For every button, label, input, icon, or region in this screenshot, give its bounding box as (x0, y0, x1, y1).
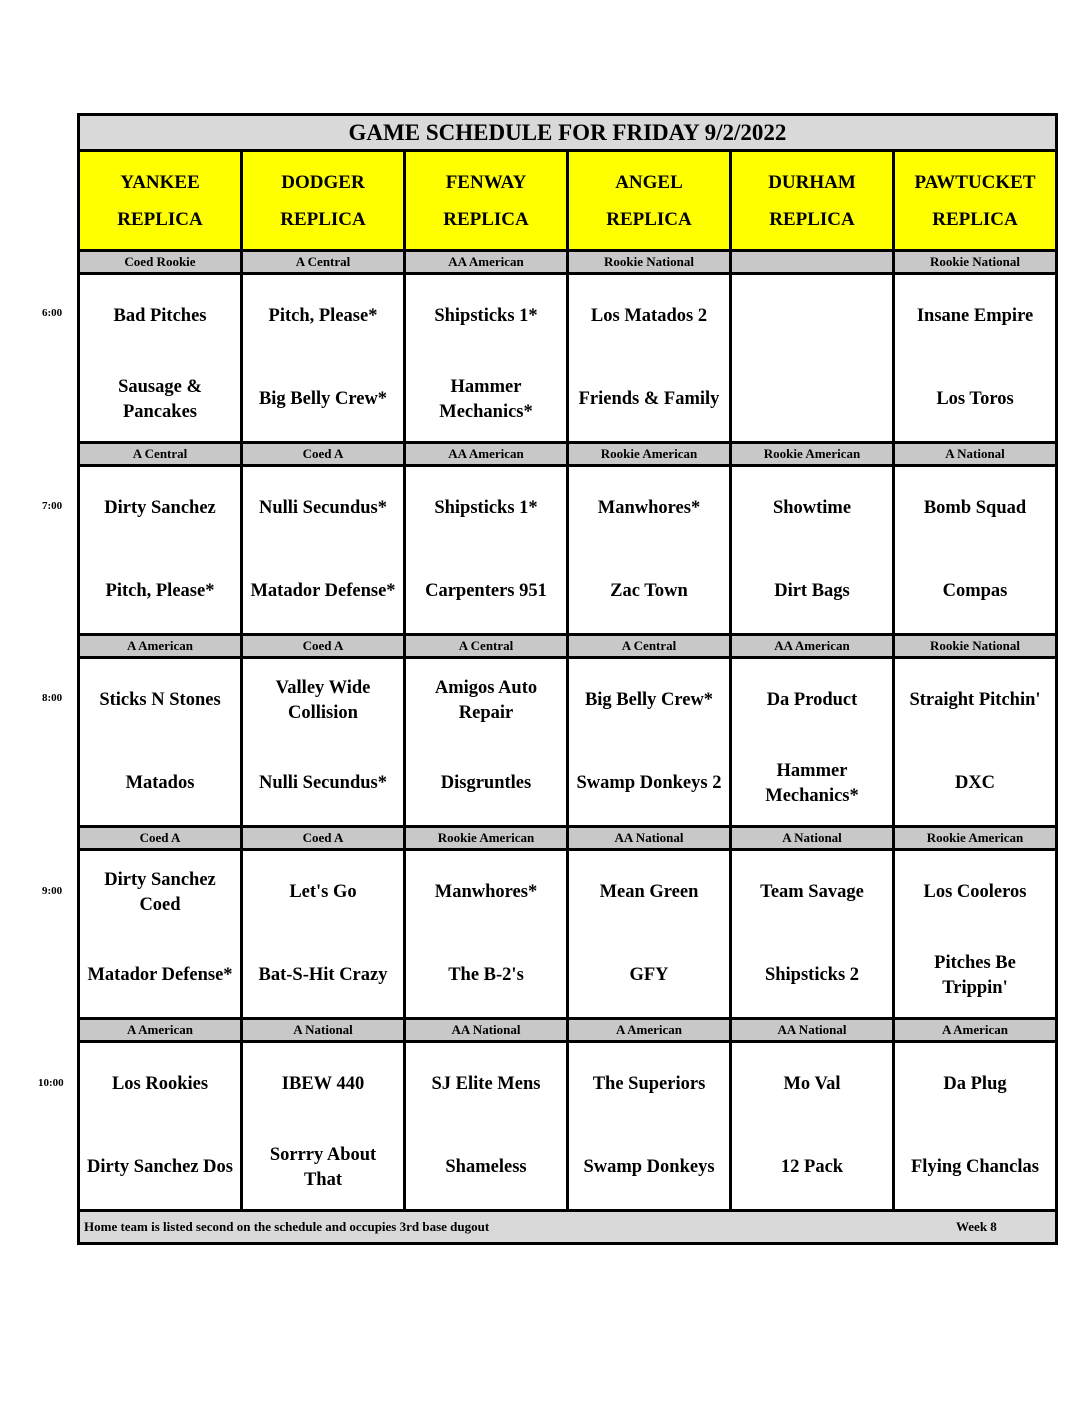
away-team: Valley Wide Collision (275, 677, 371, 723)
division-label: AA American (406, 444, 569, 464)
division-row (80, 828, 1055, 851)
away-team: Manwhores* (434, 882, 538, 902)
field-sub: REPLICA (769, 208, 855, 230)
game-cell (895, 659, 1055, 825)
game-row (80, 659, 1055, 828)
division-label: Coed A (243, 636, 406, 656)
away-team: Dirty Sanchez (104, 498, 216, 518)
division-label: AA National (406, 1020, 569, 1040)
away-team: Mo Val (783, 1074, 841, 1094)
game-cell (406, 275, 569, 441)
division-label: A Central (406, 636, 569, 656)
division-label: AA National (569, 828, 732, 848)
away-team: Insane Empire (916, 306, 1034, 326)
away-team: Bomb Squad (923, 498, 1027, 518)
game-cell (895, 467, 1055, 633)
away-team: SJ Elite Mens (431, 1074, 541, 1094)
home-team: Hammer Mechanics* (439, 376, 533, 422)
home-team: DXC (954, 773, 996, 793)
game-cell (80, 851, 243, 1017)
away-team: Shipsticks 1* (434, 306, 538, 326)
division-label: A Central (80, 444, 243, 464)
away-team: IBEW 440 (281, 1074, 365, 1094)
home-team: Pitches Be Trippin' (934, 952, 1016, 998)
away-team (732, 275, 892, 358)
away-team: Showtime (772, 498, 852, 518)
division-label: A Central (243, 252, 406, 272)
field-header-dodger (243, 152, 406, 249)
home-team: Zac Town (610, 581, 688, 601)
division-label: Rookie National (569, 252, 732, 272)
field-header-angel (569, 152, 732, 249)
time-label: 10:00 (38, 1077, 64, 1089)
away-team: Pitch, Please* (268, 306, 378, 326)
game-cell (243, 851, 406, 1017)
home-team: GFY (629, 965, 669, 985)
away-team: Team Savage (760, 882, 864, 902)
away-team: Manwhores* (597, 498, 701, 518)
game-cell (243, 275, 406, 441)
field-sub: REPLICA (443, 208, 529, 230)
field-name: ANGEL (615, 171, 683, 193)
division-label: Coed A (80, 828, 243, 848)
home-team: Carpenters 951 (425, 581, 547, 601)
game-cell (243, 659, 406, 825)
division-label (732, 252, 895, 272)
game-cell (569, 467, 732, 633)
division-label: AA National (732, 1020, 895, 1040)
field-header-yankee (80, 152, 243, 249)
home-team: Los Toros (936, 389, 1014, 409)
home-team: Dirty Sanchez Dos (87, 1157, 233, 1177)
home-team: Pitch, Please* (105, 581, 215, 601)
home-team: Shameless (445, 1157, 527, 1177)
away-team: The Superiors (592, 1074, 706, 1094)
field-header-row (80, 152, 1055, 252)
game-cell (80, 1043, 243, 1209)
away-team: Los Cooleros (923, 882, 1027, 902)
game-cell (732, 851, 895, 1017)
division-label: A American (80, 1020, 243, 1040)
field-name: DURHAM (768, 171, 856, 193)
division-label: A National (895, 444, 1055, 464)
game-cell (406, 659, 569, 825)
division-row (80, 444, 1055, 467)
field-sub: REPLICA (932, 208, 1018, 230)
footer-note: Home team is listed second on the schedule and occupies 3rd base dugout (84, 1219, 490, 1234)
game-cell (895, 275, 1055, 441)
division-label: Coed A (243, 444, 406, 464)
division-label: A National (243, 1020, 406, 1040)
game-cell (569, 851, 732, 1017)
game-cell (80, 275, 243, 441)
division-label: AA American (406, 252, 569, 272)
division-label: Rookie National (895, 252, 1055, 272)
away-team: Shipsticks 1* (434, 498, 538, 518)
game-cell (406, 1043, 569, 1209)
field-header-durham (732, 152, 895, 249)
footer-bar (80, 1212, 1055, 1242)
division-label: Rookie American (569, 444, 732, 464)
division-row (80, 636, 1055, 659)
home-team: 12 Pack (780, 1157, 844, 1177)
division-label: A American (569, 1020, 732, 1040)
time-label: 6:00 (42, 307, 63, 319)
week-label: Week 8 (956, 1219, 997, 1234)
game-cell (569, 1043, 732, 1209)
division-label: Coed Rookie (80, 252, 243, 272)
home-team: Hammer Mechanics* (765, 760, 859, 806)
away-team: Sticks N Stones (99, 690, 221, 710)
time-label: 9:00 (42, 884, 63, 897)
home-team: Dirt Bags (774, 581, 850, 601)
division-label: AA American (732, 636, 895, 656)
division-label: A American (895, 1020, 1055, 1040)
home-team: Matados (125, 773, 195, 793)
home-team: Shipsticks 2 (764, 965, 860, 985)
schedule-table (77, 113, 1058, 1245)
home-team: Bat-S-Hit Crazy (258, 965, 388, 985)
field-sub: REPLICA (280, 208, 366, 230)
game-cell (895, 1043, 1055, 1209)
division-label: A Central (569, 636, 732, 656)
time-label: 8:00 (42, 692, 63, 704)
away-team: Da Product (766, 690, 858, 710)
home-team: Nulli Secundus* (258, 773, 387, 793)
home-team: Compas (942, 581, 1008, 601)
away-team: Mean Green (599, 882, 699, 902)
home-team: Swamp Donkeys (583, 1157, 715, 1177)
game-row (80, 275, 1055, 444)
field-name: YANKEE (120, 171, 200, 193)
home-team: Swamp Donkeys 2 (576, 773, 722, 793)
home-team: Sausage & Pancakes (118, 376, 202, 422)
away-team: Los Rookies (111, 1074, 209, 1094)
home-team: The B-2's (448, 965, 524, 985)
division-label: A American (80, 636, 243, 656)
game-row (80, 1043, 1055, 1212)
game-cell (243, 1043, 406, 1209)
game-cell (243, 467, 406, 633)
game-cell (732, 659, 895, 825)
division-row (80, 252, 1055, 275)
division-label: Coed A (243, 828, 406, 848)
field-sub: REPLICA (606, 208, 692, 230)
division-row (80, 1020, 1055, 1043)
division-label: Rookie American (895, 828, 1055, 848)
home-team: Big Belly Crew* (258, 389, 388, 409)
division-label: A National (732, 828, 895, 848)
field-name: DODGER (281, 171, 365, 193)
away-team: Straight Pitchin' (909, 690, 1041, 710)
home-team: Matador Defense* (250, 581, 396, 601)
field-header-pawtucket (895, 152, 1055, 249)
game-cell (406, 467, 569, 633)
game-row (80, 467, 1055, 636)
home-team: Sorrry About That (269, 1144, 377, 1190)
away-team: Let's Go (289, 882, 357, 902)
time-slots (80, 252, 1055, 1212)
away-team: Da Plug (943, 1074, 1007, 1094)
field-sub: REPLICA (117, 208, 203, 230)
away-team: Bad Pitches (113, 306, 207, 326)
home-team (732, 358, 892, 441)
time-label: 7:00 (42, 499, 63, 512)
field-name: PAWTUCKET (914, 171, 1036, 193)
away-team: Big Belly Crew* (584, 690, 714, 710)
division-label: Rookie American (406, 828, 569, 848)
field-header-fenway (406, 152, 569, 249)
game-cell (732, 467, 895, 633)
game-cell (732, 1043, 895, 1209)
home-team: Matador Defense* (87, 965, 233, 985)
game-cell (80, 659, 243, 825)
game-cell (895, 851, 1055, 1017)
division-label: Rookie American (732, 444, 895, 464)
home-team: Flying Chanclas (911, 1157, 1039, 1177)
field-name: FENWAY (445, 171, 527, 193)
game-cell (80, 467, 243, 633)
game-cell (569, 275, 732, 441)
division-label: Rookie National (895, 636, 1055, 656)
home-team: Disgruntles (440, 773, 532, 793)
game-cell (406, 851, 569, 1017)
game-cell (569, 659, 732, 825)
away-team: Amigos Auto Repair (434, 677, 538, 723)
away-team: Nulli Secundus* (258, 498, 387, 518)
page-title: GAME SCHEDULE FOR FRIDAY 9/2/2022 (80, 116, 1055, 152)
game-row (80, 851, 1055, 1020)
home-team: Friends & Family (578, 389, 720, 409)
away-team: Dirty Sanchez Coed (104, 869, 216, 915)
game-cell (732, 275, 895, 441)
away-team: Los Matados 2 (590, 306, 708, 326)
